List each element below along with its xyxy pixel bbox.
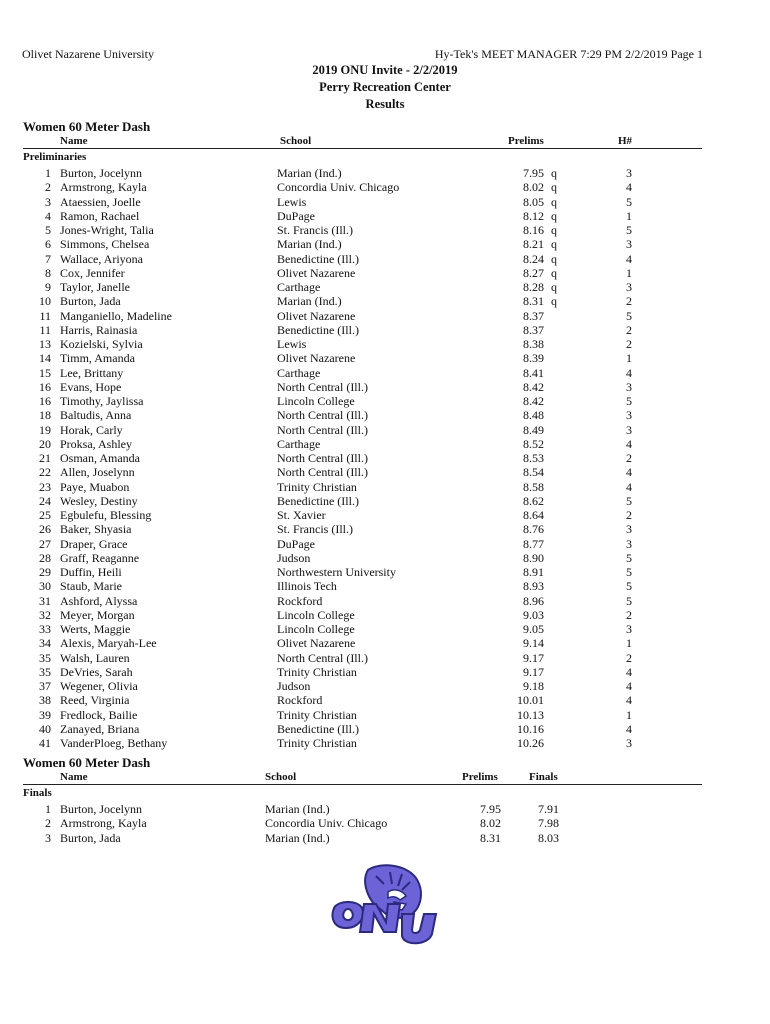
table-row <box>0 551 770 565</box>
table-row <box>0 294 770 308</box>
heat-cell: 2 <box>626 322 632 337</box>
school-cell: Judson <box>277 679 311 693</box>
table-row <box>0 831 770 845</box>
school-cell: Northwestern University <box>277 565 396 579</box>
place-cell: 32 <box>39 607 51 622</box>
final-mark-cell: 8.03 <box>538 830 559 845</box>
school-cell: North Central (Ill.) <box>277 422 368 437</box>
place-cell: 14 <box>39 351 51 366</box>
place-cell: 1 <box>45 802 51 816</box>
prelim-mark-cell: 8.28 <box>523 280 544 294</box>
onu-logo <box>328 864 440 948</box>
prelims-table <box>0 166 770 750</box>
table-row <box>0 537 770 551</box>
finals-event-title: Women 60 Meter Dash <box>23 755 151 770</box>
finals-col-name-header: Name <box>60 771 88 783</box>
heat-cell: 4 <box>626 693 632 708</box>
school-cell: Trinity Christian <box>277 479 357 494</box>
athlete-name-cell: Armstrong, Kayla <box>60 180 147 195</box>
prelim-mark-cell: 8.49 <box>523 422 544 437</box>
prelim-mark-cell: 8.52 <box>523 436 544 451</box>
table-row <box>0 423 770 437</box>
place-cell: 28 <box>39 550 51 565</box>
qualifier-cell: q <box>551 180 557 195</box>
athlete-name-cell: Draper, Grace <box>60 536 128 551</box>
place-cell: 7 <box>45 251 51 266</box>
heat-cell: 5 <box>626 493 632 508</box>
heat-cell: 3 <box>626 736 632 750</box>
org-name: Olivet Nazarene University <box>22 47 154 61</box>
table-row <box>0 252 770 266</box>
heat-cell: 5 <box>626 223 632 237</box>
software-stamp: Hy-Tek's MEET MANAGER 7:29 PM 2/2/2019 Page 1 <box>434 47 703 61</box>
table-row <box>0 223 770 237</box>
table-row <box>0 366 770 380</box>
table-row <box>0 323 770 337</box>
heat-cell: 2 <box>626 508 632 522</box>
heat-cell: 1 <box>626 636 632 651</box>
col-name-header: Name <box>60 135 88 147</box>
place-cell: 34 <box>39 636 51 651</box>
table-row <box>0 195 770 209</box>
prelim-mark-cell: 8.02 <box>480 816 501 831</box>
athlete-name-cell: Zanayed, Briana <box>60 721 140 736</box>
school-cell: Carthage <box>277 280 321 294</box>
heat-cell: 5 <box>626 579 632 594</box>
table-row <box>0 408 770 422</box>
school-cell: Lincoln College <box>277 607 355 622</box>
table-row <box>0 579 770 593</box>
athlete-name-cell: Baker, Shyasia <box>60 522 132 537</box>
table-row <box>0 565 770 579</box>
prelim-mark-cell: 8.31 <box>480 830 501 845</box>
place-cell: 13 <box>39 337 51 351</box>
heat-cell: 5 <box>626 593 632 608</box>
table-row <box>0 722 770 736</box>
prelim-mark-cell: 8.93 <box>523 579 544 594</box>
school-cell: North Central (Ill.) <box>277 379 368 394</box>
athlete-name-cell: Alexis, Maryah-Lee <box>60 636 157 651</box>
table-row <box>0 309 770 323</box>
athlete-name-cell: Ashford, Alyssa <box>60 593 138 608</box>
school-cell: St. Xavier <box>277 508 326 522</box>
school-cell: DuPage <box>277 536 315 551</box>
table-row <box>0 608 770 622</box>
heat-cell: 4 <box>626 479 632 494</box>
athlete-name-cell: Evans, Hope <box>60 379 122 394</box>
prelim-mark-cell: 8.58 <box>523 479 544 494</box>
prelim-mark-cell: 8.37 <box>523 322 544 337</box>
place-cell: 11 <box>39 308 51 323</box>
final-mark-cell: 7.98 <box>538 816 559 831</box>
table-row <box>0 494 770 508</box>
place-cell: 1 <box>45 166 51 180</box>
athlete-name-cell: Baltudis, Anna <box>60 408 132 423</box>
final-mark-cell: 7.91 <box>538 802 559 816</box>
athlete-name-cell: Staub, Marie <box>60 579 122 594</box>
finals-header-rule <box>23 784 702 785</box>
athlete-name-cell: Fredlock, Bailie <box>60 707 138 722</box>
place-cell: 41 <box>39 736 51 750</box>
heat-cell: 5 <box>626 394 632 408</box>
school-cell: North Central (Ill.) <box>277 451 368 465</box>
place-cell: 37 <box>39 679 51 693</box>
prelims-event-title: Women 60 Meter Dash <box>23 119 151 134</box>
qualifier-cell: q <box>551 194 557 209</box>
prelim-mark-cell: 9.17 <box>523 650 544 665</box>
round-label-prelims: Preliminaries <box>23 151 87 163</box>
place-cell: 8 <box>45 265 51 280</box>
place-cell: 5 <box>45 223 51 237</box>
heat-cell: 4 <box>626 679 632 693</box>
qualifier-cell: q <box>551 237 557 252</box>
prelim-mark-cell: 7.95 <box>523 166 544 180</box>
prelim-mark-cell: 10.16 <box>517 721 544 736</box>
heat-cell: 3 <box>626 280 632 294</box>
athlete-name-cell: Wegener, Olivia <box>60 679 138 693</box>
heat-cell: 1 <box>626 351 632 366</box>
place-cell: 15 <box>39 365 51 380</box>
place-cell: 18 <box>39 408 51 423</box>
table-row <box>0 237 770 251</box>
table-row <box>0 280 770 294</box>
place-cell: 29 <box>39 565 51 579</box>
prelim-mark-cell: 8.41 <box>523 365 544 380</box>
school-cell: Lincoln College <box>277 394 355 408</box>
prelim-mark-cell: 10.13 <box>517 707 544 722</box>
school-cell: Judson <box>277 550 311 565</box>
heat-cell: 5 <box>626 194 632 209</box>
school-cell: Olivet Nazarene <box>277 308 356 323</box>
finals-col-prelims-header: Prelims <box>462 771 498 783</box>
school-cell: Lewis <box>277 337 307 351</box>
school-cell: St. Francis (Ill.) <box>277 522 353 537</box>
athlete-name-cell: Werts, Maggie <box>60 622 131 636</box>
prelim-mark-cell: 10.26 <box>517 736 544 750</box>
athlete-name-cell: Wallace, Ariyona <box>60 251 143 266</box>
place-cell: 11 <box>39 322 51 337</box>
table-row <box>0 351 770 365</box>
heat-cell: 5 <box>626 550 632 565</box>
table-row <box>0 166 770 180</box>
school-cell: Lincoln College <box>277 622 355 636</box>
table-row <box>0 693 770 707</box>
athlete-name-cell: Burton, Jocelynn <box>60 802 142 816</box>
prelim-mark-cell: 9.05 <box>523 622 544 636</box>
heat-cell: 1 <box>626 265 632 280</box>
prelim-mark-cell: 8.12 <box>523 208 544 223</box>
athlete-name-cell: Walsh, Lauren <box>60 650 130 665</box>
athlete-name-cell: Wesley, Destiny <box>60 493 138 508</box>
heat-cell: 4 <box>626 365 632 380</box>
table-row <box>0 180 770 194</box>
athlete-name-cell: Osman, Amanda <box>60 451 140 465</box>
prelim-mark-cell: 8.39 <box>523 351 544 366</box>
prelim-mark-cell: 8.24 <box>523 251 544 266</box>
school-cell: Trinity Christian <box>277 736 357 750</box>
col-prelims-header: Prelims <box>508 135 544 147</box>
prelim-mark-cell: 8.96 <box>523 593 544 608</box>
place-cell: 10 <box>39 294 51 309</box>
heat-cell: 2 <box>626 294 632 309</box>
school-cell: Benedictine (Ill.) <box>277 251 359 266</box>
school-cell: Concordia Univ. Chicago <box>277 180 400 195</box>
school-cell: Marian (Ind.) <box>277 237 342 252</box>
prelim-mark-cell: 8.31 <box>523 294 544 309</box>
school-cell: North Central (Ill.) <box>277 465 368 480</box>
col-heat-header: H# <box>618 135 633 147</box>
athlete-name-cell: Meyer, Morgan <box>60 607 135 622</box>
heat-cell: 5 <box>626 308 632 323</box>
heat-cell: 5 <box>626 565 632 579</box>
place-cell: 24 <box>39 493 51 508</box>
qualifier-cell: q <box>551 208 557 223</box>
athlete-name-cell: Jones-Wright, Talia <box>60 223 154 237</box>
school-cell: Illinois Tech <box>277 579 337 594</box>
round-label-finals: Finals <box>23 787 52 799</box>
finals-table <box>0 802 770 845</box>
prelim-mark-cell: 8.38 <box>523 337 544 351</box>
place-cell: 3 <box>45 830 51 845</box>
prelim-mark-cell: 9.03 <box>523 607 544 622</box>
athlete-name-cell: Kozielski, Sylvia <box>60 337 143 351</box>
place-cell: 9 <box>45 280 51 294</box>
place-cell: 22 <box>39 465 51 480</box>
prelim-mark-cell: 8.42 <box>523 379 544 394</box>
place-cell: 35 <box>39 664 51 679</box>
heat-cell: 4 <box>626 436 632 451</box>
school-cell: Benedictine (Ill.) <box>277 322 359 337</box>
athlete-name-cell: Timothy, Jaylissa <box>60 394 144 408</box>
heat-cell: 1 <box>626 208 632 223</box>
heat-cell: 3 <box>626 422 632 437</box>
athlete-name-cell: Allen, Joselynn <box>60 465 135 480</box>
table-row <box>0 679 770 693</box>
school-cell: Concordia Univ. Chicago <box>265 816 388 831</box>
qualifier-cell: q <box>551 294 557 309</box>
athlete-name-cell: Graff, Reaganne <box>60 550 140 565</box>
school-cell: Rockford <box>277 693 323 708</box>
heat-cell: 4 <box>626 664 632 679</box>
table-row <box>0 508 770 522</box>
prelim-mark-cell: 8.54 <box>523 465 544 480</box>
table-row <box>0 437 770 451</box>
athlete-name-cell: Paye, Muabon <box>60 479 130 494</box>
qualifier-cell: q <box>551 166 557 180</box>
athlete-name-cell: Taylor, Janelle <box>60 280 130 294</box>
place-cell: 6 <box>45 237 51 252</box>
school-cell: DuPage <box>277 208 315 223</box>
place-cell: 38 <box>39 693 51 708</box>
qualifier-cell: q <box>551 280 557 294</box>
place-cell: 16 <box>39 394 51 408</box>
athlete-name-cell: Ramon, Rachael <box>60 208 140 223</box>
qualifier-cell: q <box>551 223 557 237</box>
prelim-mark-cell: 7.95 <box>480 802 501 816</box>
table-row <box>0 665 770 679</box>
heat-cell: 2 <box>626 451 632 465</box>
prelim-mark-cell: 8.21 <box>523 237 544 252</box>
place-cell: 19 <box>39 422 51 437</box>
place-cell: 35 <box>39 650 51 665</box>
athlete-name-cell: Duffin, Heili <box>60 565 122 579</box>
athlete-name-cell: Harris, Rainasia <box>60 322 138 337</box>
school-cell: Trinity Christian <box>277 707 357 722</box>
table-row <box>0 636 770 650</box>
athlete-name-cell: DeVries, Sarah <box>60 664 133 679</box>
table-row <box>0 522 770 536</box>
table-row <box>0 736 770 750</box>
prelim-mark-cell: 9.18 <box>523 679 544 693</box>
table-row <box>0 480 770 494</box>
school-cell: Marian (Ind.) <box>265 830 330 845</box>
prelim-mark-cell: 8.91 <box>523 565 544 579</box>
table-row <box>0 451 770 465</box>
athlete-name-cell: Armstrong, Kayla <box>60 816 147 831</box>
athlete-name-cell: Cox, Jennifer <box>60 265 125 280</box>
school-cell: Marian (Ind.) <box>265 802 330 816</box>
heat-cell: 3 <box>626 379 632 394</box>
heat-cell: 4 <box>626 251 632 266</box>
school-cell: North Central (Ill.) <box>277 650 368 665</box>
prelim-mark-cell: 8.42 <box>523 394 544 408</box>
place-cell: 16 <box>39 379 51 394</box>
athlete-name-cell: Egbulefu, Blessing <box>60 508 152 522</box>
table-row <box>0 380 770 394</box>
prelim-mark-cell: 8.27 <box>523 265 544 280</box>
school-cell: Olivet Nazarene <box>277 265 356 280</box>
table-row <box>0 622 770 636</box>
prelim-mark-cell: 8.77 <box>523 536 544 551</box>
table-row <box>0 594 770 608</box>
heat-cell: 3 <box>626 166 632 180</box>
table-row <box>0 337 770 351</box>
qualifier-cell: q <box>551 251 557 266</box>
athlete-name-cell: Reed, Virginia <box>60 693 130 708</box>
heat-cell: 4 <box>626 721 632 736</box>
school-cell: Carthage <box>277 436 321 451</box>
prelim-mark-cell: 8.53 <box>523 451 544 465</box>
prelim-mark-cell: 8.48 <box>523 408 544 423</box>
school-cell: Marian (Ind.) <box>277 294 342 309</box>
heat-cell: 1 <box>626 707 632 722</box>
meet-title: 2019 ONU Invite - 2/2/2019 <box>312 63 458 77</box>
athlete-name-cell: Proksa, Ashley <box>60 436 132 451</box>
heat-cell: 2 <box>626 650 632 665</box>
place-cell: 21 <box>39 451 51 465</box>
place-cell: 40 <box>39 721 51 736</box>
school-cell: Marian (Ind.) <box>277 166 342 180</box>
place-cell: 39 <box>39 707 51 722</box>
athlete-name-cell: Manganiello, Madeline <box>60 308 172 323</box>
prelim-mark-cell: 9.14 <box>523 636 544 651</box>
athlete-name-cell: Ataessien, Joelle <box>60 194 141 209</box>
prelim-mark-cell: 8.05 <box>523 194 544 209</box>
heat-cell: 3 <box>626 408 632 423</box>
athlete-name-cell: Horak, Carly <box>60 422 123 437</box>
school-cell: Trinity Christian <box>277 664 357 679</box>
table-row <box>0 651 770 665</box>
prelim-mark-cell: 10.01 <box>517 693 544 708</box>
prelim-mark-cell: 8.37 <box>523 308 544 323</box>
school-cell: North Central (Ill.) <box>277 408 368 423</box>
school-cell: Rockford <box>277 593 323 608</box>
table-row <box>0 816 770 830</box>
venue-title: Perry Recreation Center <box>319 80 451 94</box>
prelim-mark-cell: 8.64 <box>523 508 544 522</box>
heat-cell: 4 <box>626 465 632 480</box>
place-cell: 2 <box>45 180 51 195</box>
heat-cell: 2 <box>626 337 632 351</box>
table-row <box>0 209 770 223</box>
heat-cell: 3 <box>626 522 632 537</box>
athlete-name-cell: Burton, Jada <box>60 830 121 845</box>
prelim-mark-cell: 8.76 <box>523 522 544 537</box>
athlete-name-cell: Timm, Amanda <box>60 351 135 366</box>
table-row <box>0 465 770 479</box>
col-school-header: School <box>280 135 312 147</box>
school-cell: Lewis <box>277 194 307 209</box>
header-rule <box>23 148 702 149</box>
athlete-name-cell: Burton, Jocelynn <box>60 166 142 180</box>
school-cell: St. Francis (Ill.) <box>277 223 353 237</box>
school-cell: Benedictine (Ill.) <box>277 493 359 508</box>
finals-col-school-header: School <box>265 771 297 783</box>
school-cell: Benedictine (Ill.) <box>277 721 359 736</box>
heat-cell: 4 <box>626 180 632 195</box>
place-cell: 3 <box>45 194 51 209</box>
place-cell: 20 <box>39 436 51 451</box>
table-row <box>0 708 770 722</box>
heat-cell: 3 <box>626 536 632 551</box>
athlete-name-cell: Burton, Jada <box>60 294 121 309</box>
results-title: Results <box>365 97 405 111</box>
athlete-name-cell: Lee, Brittany <box>60 365 124 380</box>
school-cell: Olivet Nazarene <box>277 636 356 651</box>
place-cell: 4 <box>45 208 51 223</box>
school-cell: Carthage <box>277 365 321 380</box>
prelim-mark-cell: 8.02 <box>523 180 544 195</box>
place-cell: 25 <box>39 508 51 522</box>
heat-cell: 3 <box>626 237 632 252</box>
heat-cell: 3 <box>626 622 632 636</box>
heat-cell: 2 <box>626 607 632 622</box>
table-row <box>0 266 770 280</box>
athlete-name-cell: VanderPloeg, Bethany <box>60 736 168 750</box>
place-cell: 33 <box>39 622 51 636</box>
prelim-mark-cell: 9.17 <box>523 664 544 679</box>
prelim-mark-cell: 8.62 <box>523 493 544 508</box>
school-cell: Olivet Nazarene <box>277 351 356 366</box>
prelim-mark-cell: 8.90 <box>523 550 544 565</box>
qualifier-cell: q <box>551 265 557 280</box>
table-row <box>0 802 770 816</box>
place-cell: 23 <box>39 479 51 494</box>
place-cell: 31 <box>39 593 51 608</box>
table-row <box>0 394 770 408</box>
athlete-name-cell: Simmons, Chelsea <box>60 237 150 252</box>
place-cell: 27 <box>39 536 51 551</box>
finals-col-finals-header: Finals <box>529 771 558 783</box>
place-cell: 30 <box>39 579 51 594</box>
place-cell: 26 <box>39 522 51 537</box>
place-cell: 2 <box>45 816 51 831</box>
prelim-mark-cell: 8.16 <box>523 223 544 237</box>
